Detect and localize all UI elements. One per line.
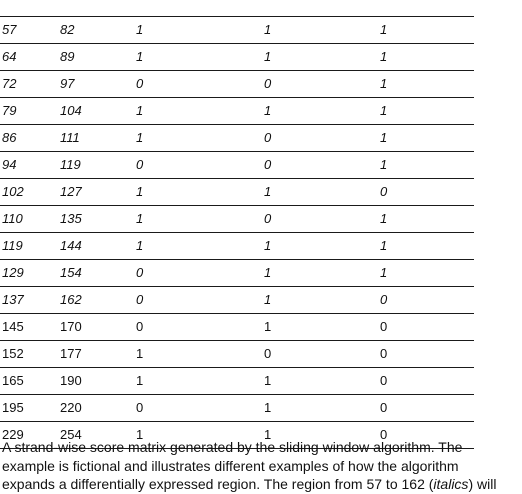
start-position-cell: 145	[2, 318, 24, 334]
score-cell-2: 1	[264, 48, 272, 64]
start-position-cell: 195	[2, 399, 24, 415]
score-cell-2: 1	[264, 318, 272, 334]
end-position-cell: 177	[60, 345, 82, 361]
table-row	[0, 178, 474, 205]
score-cell-2: 1	[264, 264, 272, 280]
score-cell-1: 0	[136, 75, 144, 91]
end-position-cell: 170	[60, 318, 82, 334]
score-cell-1: 0	[136, 264, 144, 280]
score-cell-3: 0	[380, 291, 388, 307]
end-position-cell: 104	[60, 102, 82, 118]
score-cell-1: 1	[136, 426, 144, 442]
score-cell-1: 1	[136, 210, 144, 226]
start-position-cell: 119	[2, 237, 23, 253]
end-position-cell: 190	[60, 372, 82, 388]
table-row	[0, 313, 474, 340]
score-cell-2: 0	[264, 129, 272, 145]
end-position-cell: 154	[60, 264, 82, 280]
score-cell-1: 0	[136, 156, 144, 172]
start-position-cell: 102	[2, 183, 24, 199]
score-cell-1: 1	[136, 129, 144, 145]
score-cell-2: 0	[264, 75, 272, 91]
table-row	[0, 205, 474, 232]
score-cell-3: 1	[380, 264, 388, 280]
end-position-cell: 97	[60, 75, 75, 91]
score-cell-3: 1	[380, 237, 388, 253]
caption-line-1: A strand-wise score matrix generated by the sliding window algorithm. The	[2, 439, 463, 455]
end-position-cell: 162	[60, 291, 82, 307]
table-header-row	[0, 0, 474, 16]
score-cell-1: 1	[136, 237, 144, 253]
end-position-cell: 111	[60, 129, 80, 145]
caption-line-3	[2, 475, 522, 494]
score-cell-1: 1	[136, 345, 144, 361]
score-cell-1: 1	[136, 21, 144, 37]
score-cell-3: 0	[380, 372, 388, 388]
start-position-cell: 86	[2, 129, 17, 145]
score-cell-2: 1	[264, 426, 272, 442]
score-cell-3: 0	[380, 183, 388, 199]
score-cell-3: 1	[380, 129, 388, 145]
table-row	[0, 286, 474, 313]
start-position-cell: 110	[2, 210, 23, 226]
score-cell-1: 0	[136, 291, 144, 307]
table-row	[0, 97, 474, 124]
score-cell-2: 1	[264, 291, 272, 307]
end-position-cell: 254	[60, 426, 82, 442]
start-position-cell: 165	[2, 372, 24, 388]
start-position-cell: 129	[2, 264, 24, 280]
score-cell-3: 0	[380, 426, 388, 442]
score-cell-3: 0	[380, 399, 388, 415]
end-position-cell: 82	[60, 21, 75, 37]
table-row	[0, 70, 474, 97]
start-position-cell: 137	[2, 291, 24, 307]
score-cell-2: 1	[264, 21, 272, 37]
score-cell-3: 1	[380, 102, 388, 118]
table-row	[0, 124, 474, 151]
score-cell-3: 1	[380, 156, 388, 172]
start-position-cell: 94	[2, 156, 17, 172]
start-position-cell: 64	[2, 48, 17, 64]
score-cell-3: 1	[380, 48, 388, 64]
table-row	[0, 340, 474, 367]
score-cell-1: 0	[136, 399, 144, 415]
score-cell-2: 1	[264, 399, 272, 415]
score-cell-1: 1	[136, 102, 144, 118]
score-cell-3: 1	[380, 21, 388, 37]
start-position-cell: 152	[2, 345, 24, 361]
start-position-cell: 229	[2, 426, 24, 442]
score-cell-3: 1	[380, 75, 388, 91]
caption-italics-word: italics	[433, 476, 469, 492]
score-cell-2: 0	[264, 156, 272, 172]
start-position-cell: 72	[2, 75, 17, 91]
table-row	[0, 43, 474, 70]
score-cell-3: 0	[380, 345, 388, 361]
score-cell-1: 0	[136, 318, 144, 334]
score-cell-2: 0	[264, 345, 272, 361]
score-cell-3: 0	[380, 318, 388, 334]
score-cell-2: 1	[264, 102, 272, 118]
score-cell-2: 1	[264, 183, 272, 199]
end-position-cell: 127	[60, 183, 82, 199]
end-position-cell: 119	[60, 156, 81, 172]
score-cell-3: 1	[380, 210, 388, 226]
score-cell-1: 1	[136, 372, 144, 388]
table-caption	[2, 438, 522, 494]
end-position-cell: 220	[60, 399, 82, 415]
table-row	[0, 259, 474, 286]
score-cell-2: 0	[264, 210, 272, 226]
score-cell-2: 1	[264, 237, 272, 253]
score-cell-1: 1	[136, 183, 144, 199]
start-position-cell: 79	[2, 102, 17, 118]
start-position-cell: 57	[2, 21, 17, 37]
table-row	[0, 232, 474, 259]
table-row	[0, 367, 474, 394]
caption-line-3-end: ) will	[468, 476, 497, 492]
score-cell-1: 1	[136, 48, 144, 64]
score-cell-2: 1	[264, 372, 272, 388]
table-row	[0, 394, 474, 421]
table-row	[0, 151, 474, 178]
end-position-cell: 144	[60, 237, 82, 253]
end-position-cell: 135	[60, 210, 82, 226]
caption-line-2: example is fictional and illustrates different examples of how the algorithm	[2, 457, 459, 474]
end-position-cell: 89	[60, 48, 75, 64]
table-row	[0, 16, 474, 43]
caption-line-3-start: expands a differentially expressed region. The region from 57 to 162 (	[2, 476, 434, 492]
